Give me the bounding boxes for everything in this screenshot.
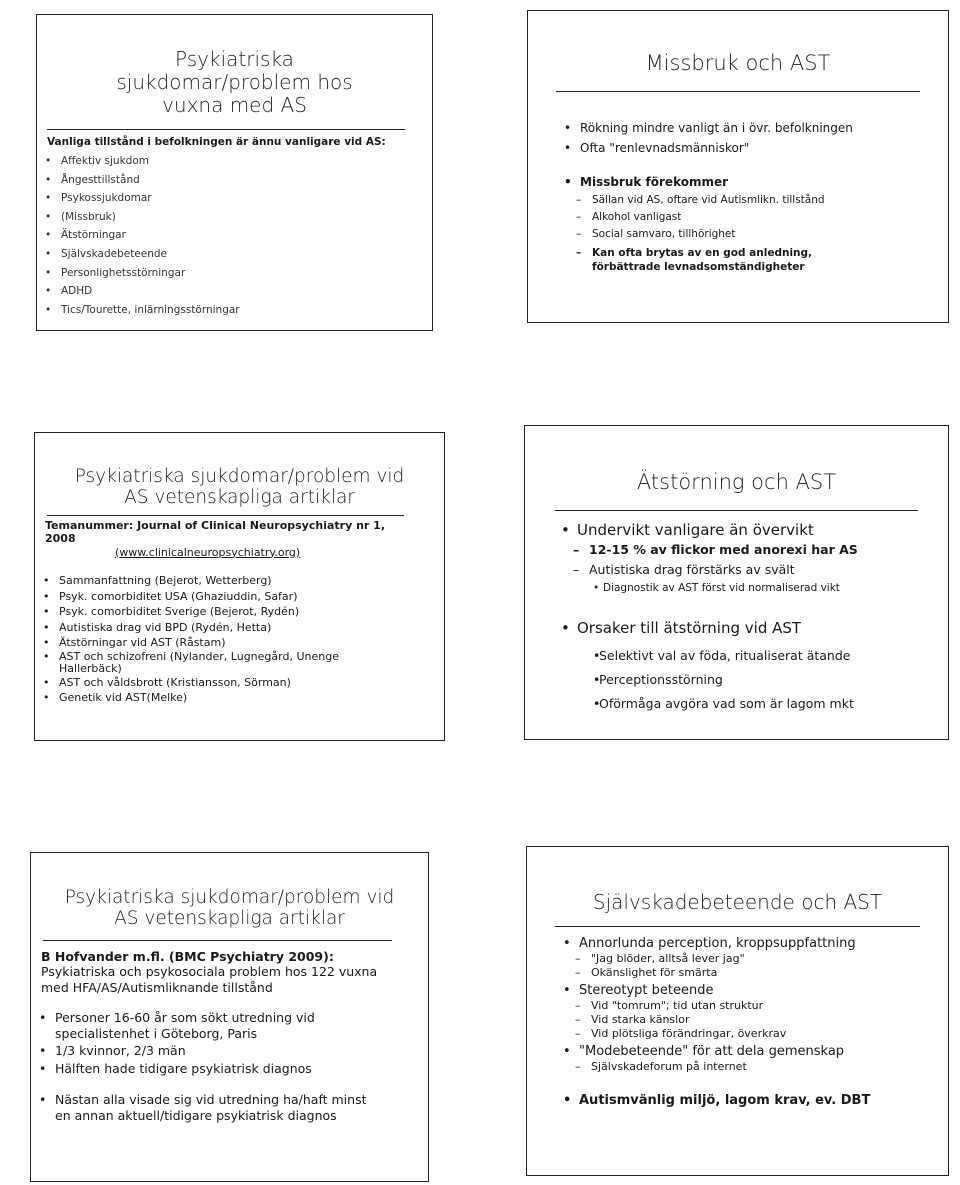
slide-list bbox=[557, 1043, 948, 1060]
slide-list bbox=[39, 152, 432, 319]
sub-item: – Vid "tomrum"; tid utan struktur bbox=[557, 999, 948, 1013]
slide-sublist bbox=[555, 644, 948, 716]
slide-list bbox=[555, 618, 948, 638]
slide-list bbox=[557, 982, 948, 999]
slide-title: Ätstörning och AST bbox=[636, 470, 837, 494]
journal-link: (www.clinicalneuropsychiatry.org) bbox=[115, 545, 301, 559]
sub-item: • Oförmåga avgöra vad som är lagom mkt bbox=[555, 692, 948, 716]
slide-sublist bbox=[557, 952, 948, 980]
reference-text: Psykiatriska och psykosociala problem hos 122 vuxna med HFA/AS/Autismliknande tillstånd bbox=[41, 963, 378, 995]
sub-item-bold: – 12-15 % av flickor med anorexi har AS bbox=[555, 540, 948, 560]
list-item: • Annorlunda perception, kroppsuppfattning bbox=[557, 935, 948, 952]
list-item: • AST och schizofreni (Nylander, Lugnegård, Unenge Hallerbäck) bbox=[37, 651, 379, 675]
reference-author: B Hofvander m.fl. (BMC Psychiatry 2009): bbox=[41, 948, 334, 964]
slide-title: Självskadebeteende och AST bbox=[592, 890, 883, 914]
slide-sublist bbox=[555, 540, 948, 596]
sub-item: • Perceptionsstörning bbox=[555, 668, 948, 692]
list-item: • Orsaker till ätstörning vid AST bbox=[555, 618, 948, 638]
slide-atstorning-och-ast bbox=[524, 425, 949, 740]
sub-item: – Autistiska drag förstärks av svält bbox=[555, 560, 948, 580]
slide-list bbox=[555, 521, 948, 540]
slide-list bbox=[37, 573, 444, 706]
sub-item: – Sällan vid AS, oftare vid Autismlikn. tillstånd bbox=[558, 192, 948, 209]
slide-sublist bbox=[558, 192, 948, 274]
list-item: • "Modebeteende" för att dela gemenskap bbox=[557, 1043, 948, 1060]
slide-title: Missbruk och AST bbox=[645, 51, 831, 75]
title-divider bbox=[555, 926, 920, 927]
list-item: • Personer 16-60 år som sökt utredning vid specialistenhet i Göteborg, Paris bbox=[33, 1010, 375, 1042]
slide-list bbox=[33, 1010, 428, 1124]
title-divider bbox=[47, 515, 404, 516]
list-item: • Ätstörningar vid AST (Råstam) bbox=[37, 635, 444, 651]
list-item: • 1/3 kvinnor, 2/3 män bbox=[33, 1042, 428, 1060]
list-item: • Ofta "renlevnadsmänniskor" bbox=[558, 138, 948, 158]
sub-item: – Okänslighet för smärta bbox=[557, 966, 948, 980]
list-item: • Rökning mindre vanligt än i övr. befolkningen bbox=[558, 118, 948, 138]
list-item: • Självskadebeteende bbox=[39, 245, 432, 264]
sub-item: – Vid starka känslor bbox=[557, 1013, 948, 1027]
slide-list bbox=[557, 935, 948, 952]
slide-vetenskapliga-artiklar-1 bbox=[34, 432, 445, 741]
list-item: • Ångesttillstånd bbox=[39, 171, 432, 190]
sub-item: – Vid plötsliga förändringar, överkrav bbox=[557, 1027, 948, 1041]
list-item: • ADHD bbox=[39, 282, 432, 301]
sub-item: – "Jag blöder, alltså lever jag" bbox=[557, 952, 948, 966]
slide-psykiatriska-hos-vuxna bbox=[36, 14, 433, 331]
list-item: • (Missbruk) bbox=[39, 208, 432, 227]
slide-title: Psykiatriska sjukdomar/problem vid AS vetenskapliga artiklar bbox=[64, 887, 395, 930]
slide-heading: Vanliga tillstånd i befolkningen är ännu vanligare vid AS: bbox=[47, 136, 386, 148]
slide-title: Psykiatriska sjukdomar/problem vid AS vetenskapliga artiklar bbox=[74, 466, 405, 509]
sub-item: – Alkohol vanligast bbox=[558, 209, 948, 226]
list-item: • Undervikt vanligare än övervikt bbox=[555, 521, 948, 540]
list-item: • Tics/Tourette, inlärningsstörningar bbox=[39, 301, 432, 320]
list-item: • Stereotypt beteende bbox=[557, 982, 948, 999]
list-item: • Personlighetsstörningar bbox=[39, 264, 432, 283]
slide-missbruk-och-ast bbox=[527, 10, 949, 323]
list-item-bold: • Autismvänlig miljö, lagom krav, ev. DBT bbox=[557, 1092, 948, 1109]
slide-vetenskapliga-artiklar-2 bbox=[30, 852, 429, 1182]
list-item: • Psyk. comorbiditet USA (Ghaziuddin, Safar) bbox=[37, 589, 444, 605]
list-item: • Sammanfattning (Bejerot, Wetterberg) bbox=[37, 573, 444, 589]
title-divider bbox=[555, 510, 918, 511]
list-item: • Ätstörningar bbox=[39, 226, 432, 245]
title-divider bbox=[47, 129, 405, 130]
slide-sublist bbox=[557, 999, 948, 1041]
title-divider bbox=[556, 91, 920, 92]
sub-item: – Självskadeforum på internet bbox=[557, 1060, 948, 1074]
list-item: • Affektiv sjukdom bbox=[39, 152, 432, 171]
list-item: • Psyk. comorbiditet Sverige (Bejerot, Rydén) bbox=[37, 604, 444, 620]
list-item: • Autistiska drag vid BPD (Rydén, Hetta) bbox=[37, 620, 444, 636]
slide-list bbox=[558, 118, 948, 192]
list-item: • AST och våldsbrott (Kristiansson, Sörman) bbox=[37, 675, 444, 691]
slide-sublist bbox=[557, 1060, 948, 1074]
sub-item-bold: – Kan ofta brytas av en god anledning, förbättrade levnadsomständigheter bbox=[558, 246, 842, 274]
list-heading: • Missbruk förekommer bbox=[558, 172, 948, 192]
slide-list bbox=[557, 1092, 948, 1109]
list-item: • Psykossjukdomar bbox=[39, 189, 432, 208]
slide-sjalvskadebeteende-och-ast bbox=[526, 846, 949, 1176]
sub-item: • Selektivt val av föda, ritualiserat ätande bbox=[555, 644, 948, 668]
title-divider bbox=[43, 940, 392, 941]
list-item: • Hälften hade tidigare psykiatrisk diagnos bbox=[33, 1060, 428, 1078]
list-item: • Genetik vid AST(Melke) bbox=[37, 690, 444, 706]
sub-item: – Social samvaro, tillhörighet bbox=[558, 226, 948, 243]
slide-title: Psykiatriska sjukdomar/problem hos vuxna med AS bbox=[116, 47, 353, 117]
slide-heading: Temanummer: Journal of Clinical Neuropsychiatry nr 1, 2008 bbox=[45, 518, 385, 546]
sub-sub-item: • Diagnostik av AST först vid normaliserad vikt bbox=[555, 580, 948, 596]
list-item: • Nästan alla visade sig vid utredning ha/haft minst en annan aktuell/tidigare psykiatrisk diagnos bbox=[33, 1092, 375, 1124]
